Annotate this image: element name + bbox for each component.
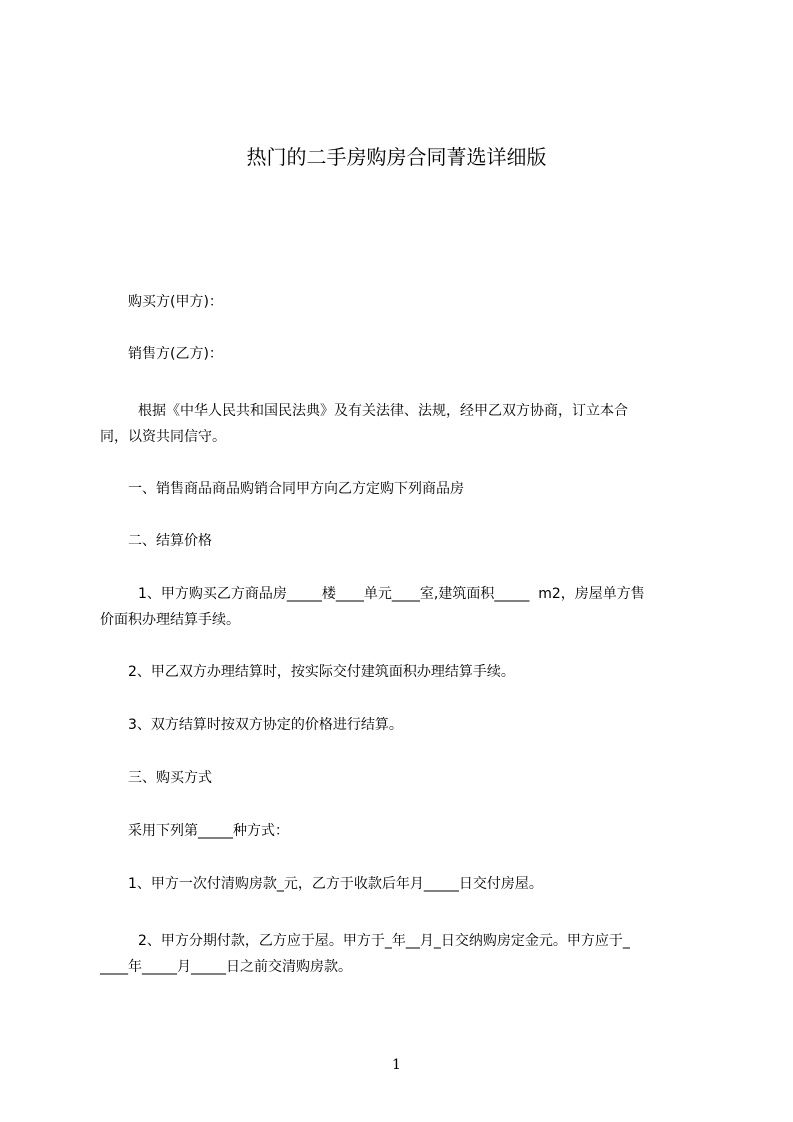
preamble-line-2: 同，以资共同信守。: [100, 429, 226, 445]
item-3-2-paragraph: [100, 928, 712, 980]
item-2-1-line-2: 价面积办理结算手续。: [100, 612, 240, 628]
item-2-3: 3、双方结算时按双方协定的价格进行结算。: [128, 717, 403, 733]
page-number: 1: [392, 1057, 401, 1073]
buyer-line: 购买方(甲方)：: [128, 294, 223, 310]
method-line: 采用下列第_____种方式：: [128, 823, 289, 839]
preamble-line-1: 根据《中华人民共和国民法典》及有关法律、法规，经甲乙双方协商，订立本合: [138, 403, 628, 419]
item-3-1: 1、甲方一次付清购房款_元，乙方于收款后年月_____日交付房屋。: [128, 876, 543, 892]
section-3-heading: 三、购买方式: [128, 770, 212, 786]
section-2-heading: 二、结算价格: [128, 533, 212, 549]
item-2-1-paragraph: [100, 581, 712, 633]
seller-line: 销售方(乙方)：: [128, 346, 223, 362]
item-2-2: 2、甲乙双方办理结算时，按实际交付建筑面积办理结算手续。: [128, 664, 515, 680]
section-1-heading: 一、销售商品商品购销合同甲方向乙方定购下列商品房: [128, 481, 464, 497]
preamble-paragraph: [100, 398, 712, 450]
document-title: 热门的二手房购房合同菁选详细版: [246, 145, 547, 169]
item-2-1-line-1: 1、甲方购买乙方商品房_____楼____单元____室,建筑面积_____ m2，房屋单方售: [138, 586, 645, 602]
item-3-2-line-2: ____年_____月_____日之前交清购房款。: [100, 959, 352, 975]
item-3-2-line-1: 2、甲方分期付款，乙方应于屋。甲方于_年__月_日交纳购房定金元。甲方应于_: [138, 933, 630, 949]
